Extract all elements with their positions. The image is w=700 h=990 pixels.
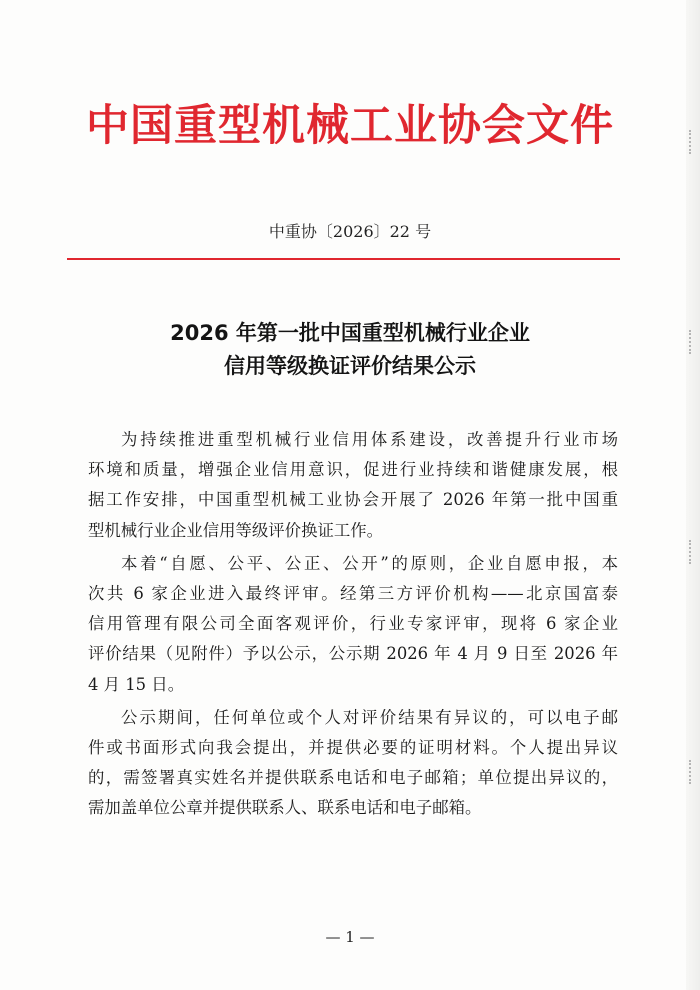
document-title [0,317,700,383]
body-line: 信用管理有限公司全面客观评价，行业专家评审，现将 6 家企业 [88,614,618,634]
title-line-2: 信用等级换证评价结果公示 [224,354,476,378]
header-divider-rule [67,258,620,260]
binding-perforation [689,540,697,564]
paragraph-2 [88,549,618,700]
body-line: 的，需签署真实姓名并提供联系电话和电子邮箱；单位提出异议的， [88,768,618,788]
binding-perforation [689,760,697,784]
paragraph-3 [88,703,618,824]
body-line: 型机械行业企业信用等级评价换证工作。 [88,520,384,540]
body-line: 件或书面形式向我会提出，并提供必要的证明材料。个人提出异议 [88,738,618,758]
body-line: 需加盖单位公章并提供联系人、联系电话和电子邮箱。 [88,798,482,818]
body-line: 公示期间，任何单位或个人对评价结果有异议的，可以电子邮 [121,707,618,727]
body-line: 环境和质量，增强企业信用意识，促进行业持续和谐健康发展，根 [88,460,618,480]
body-line: 本着“自愿、公平、公正、公开”的原则，企业自愿申报，本 [121,553,618,573]
document-header-title: 中国重型机械工业协会文件 [86,101,614,151]
document-body [88,425,618,827]
title-line-1: 2026 年第一批中国重型机械行业企业 [170,321,530,345]
body-line: 次共 6 家企业进入最终评审。经第三方评价机构——北京国富泰 [88,584,618,604]
body-line: 评价结果（见附件）予以公示，公示期 2026 年 4 月 9 日至 2026 年 [88,644,618,664]
body-line: 据工作安排，中国重型机械工业协会开展了 2026 年第一批中国重 [88,490,618,510]
document-number: 中重协〔2026〕22 号 [268,222,432,241]
body-line: 为持续推进重型机械行业信用体系建设，改善提升行业市场 [121,430,618,449]
page-number: — 1 — [325,928,375,946]
body-line: 4 月 15 日。 [88,674,185,694]
paragraph-1 [88,425,618,546]
